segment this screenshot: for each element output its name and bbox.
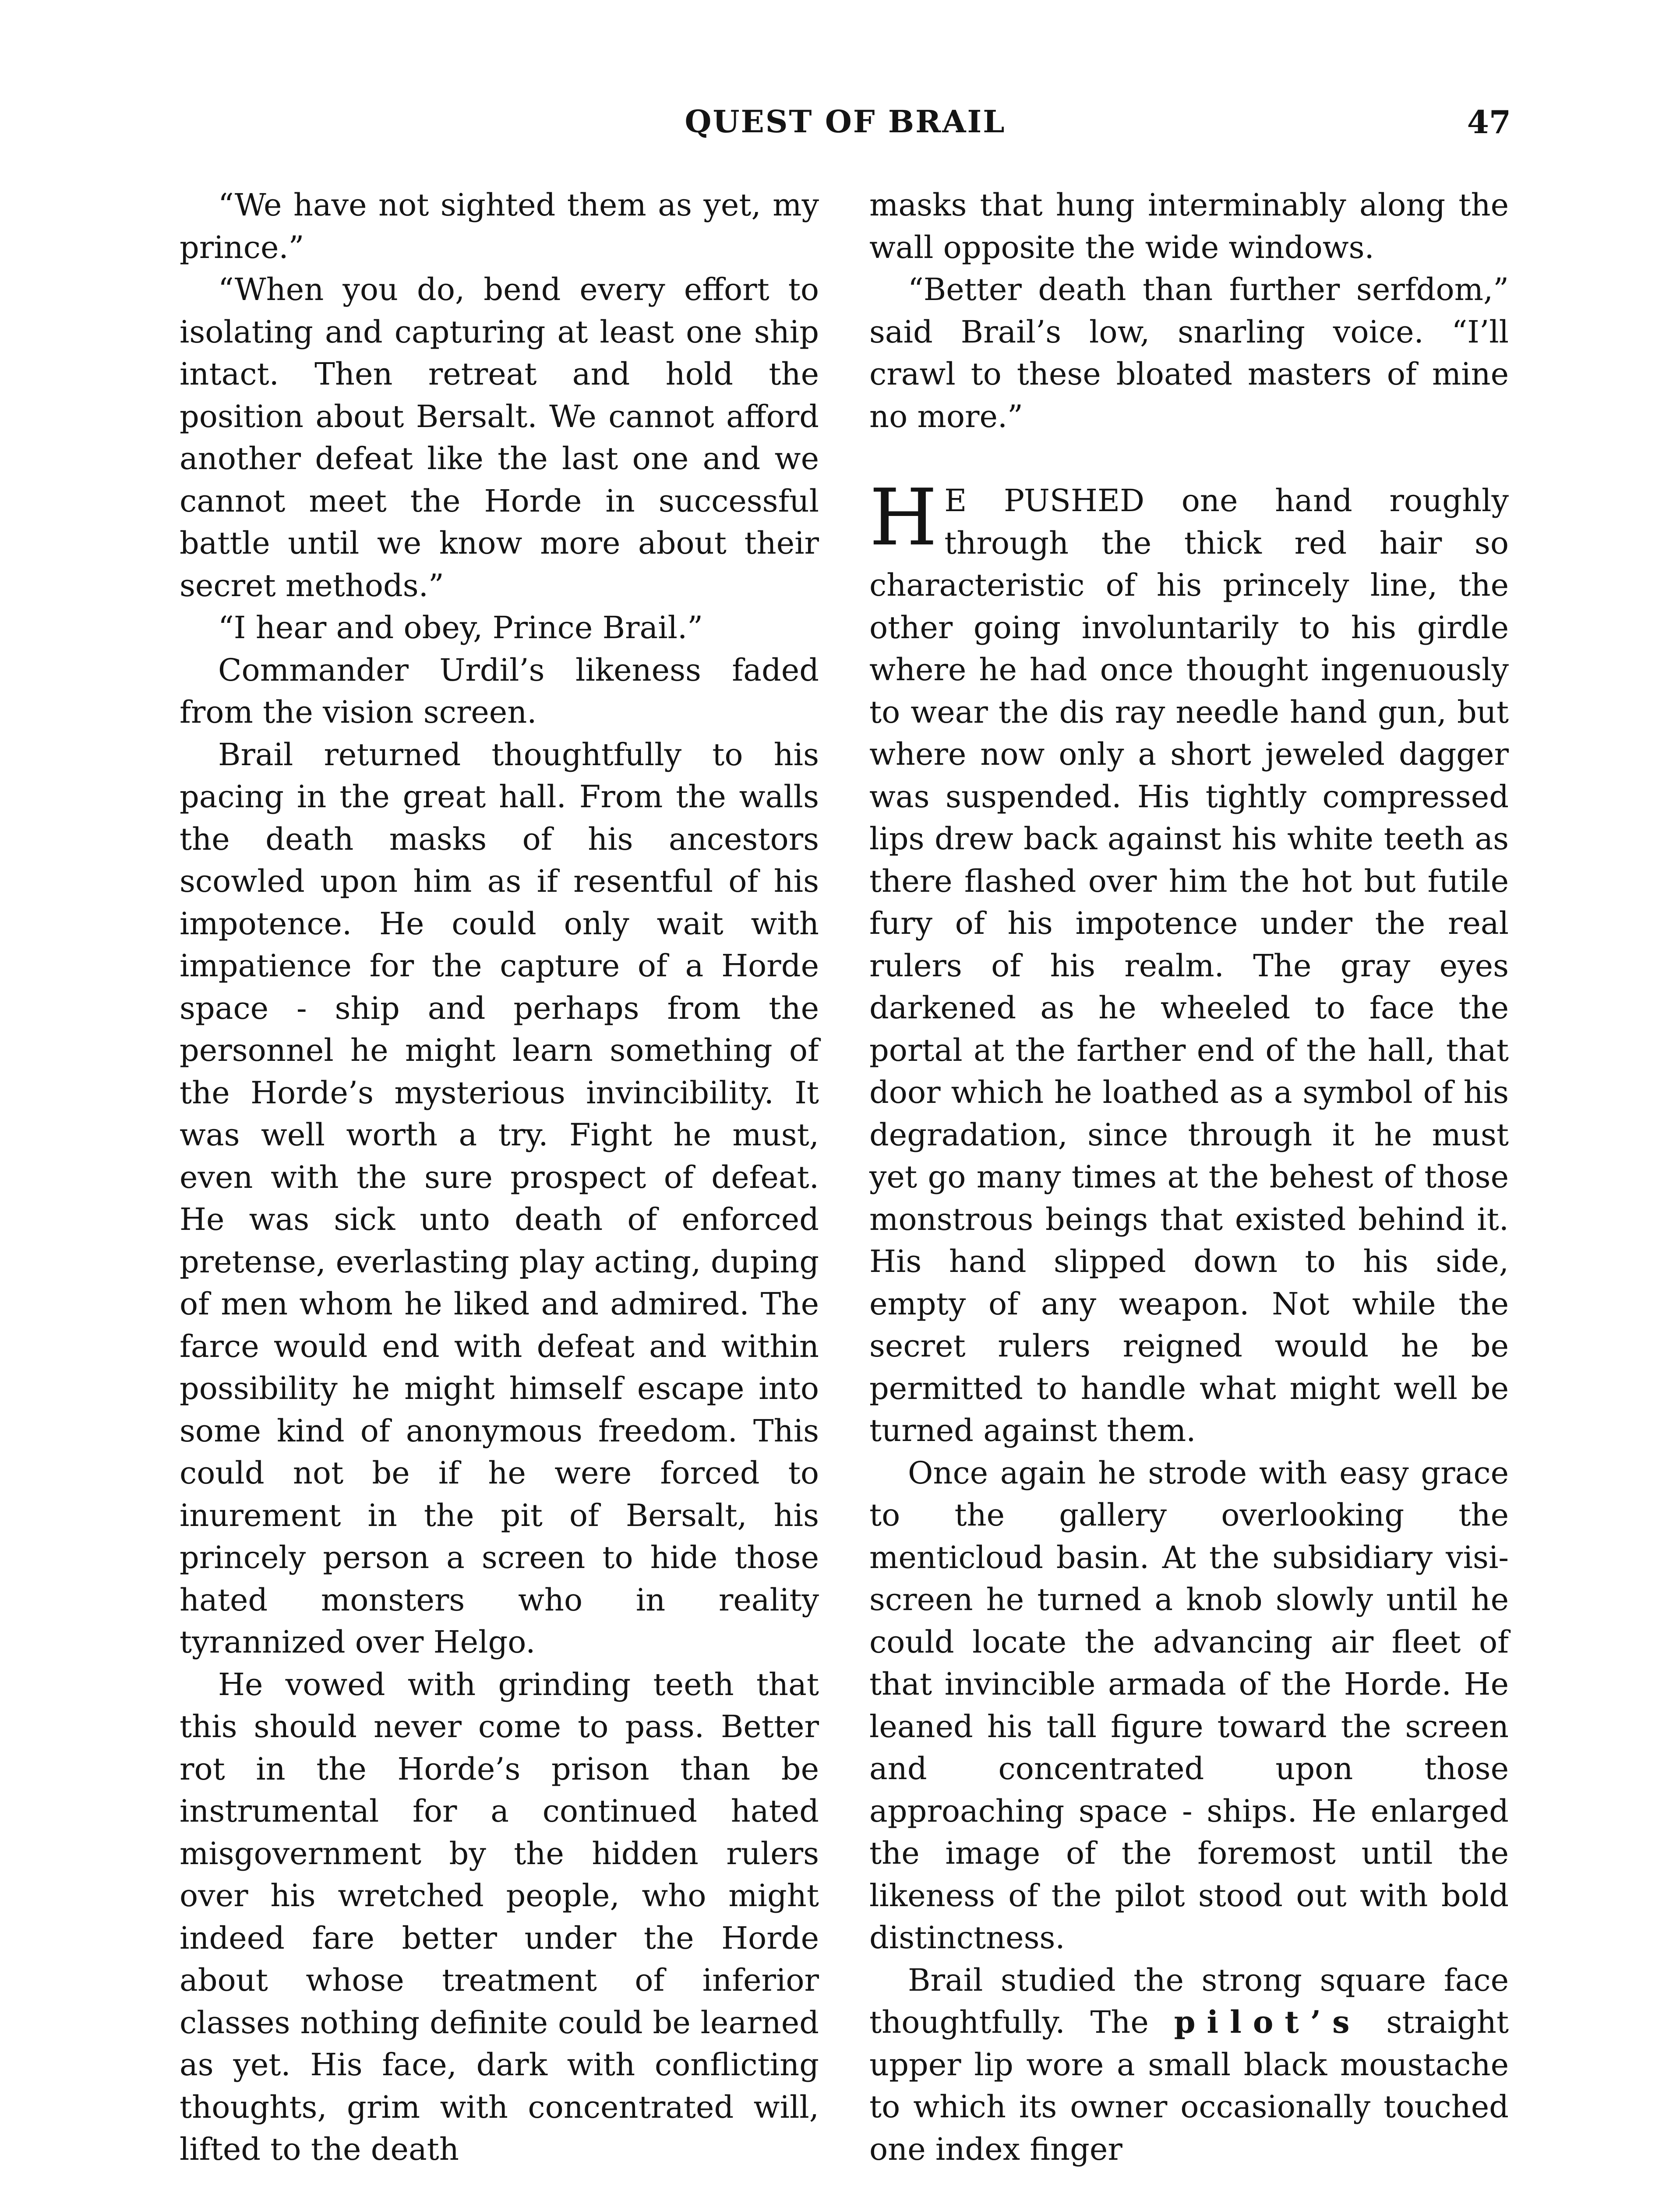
left-column xyxy=(180,184,819,2171)
paragraph: masks that hung interminably along the wall opposite the wide windows. xyxy=(869,187,1509,265)
right-column xyxy=(869,184,1509,2170)
paragraph: “I hear and obey, Prince Brail.” xyxy=(218,610,703,646)
paragraph xyxy=(869,1959,1509,2171)
letterspaced-word: pilot’s xyxy=(1174,2004,1361,2040)
paragraph-text: Brail studied the strong square face thoughtfully. The xyxy=(869,1962,1509,2040)
paragraph-text: one hand roughly through the thick red hair so characteristic of his princely line, the other going involuntarily to his girdle where he had once thought ingenuously to wear the dis ray needle hand gun, but where now only a short jeweled dagger was suspended. His tightly compressed lips drew back against his white teeth as there flashed over him the hot but futile fury of his impotence under the real rulers of his realm. The gray eyes darkened as he wheeled to face the portal at the farther end of the hall, that door which he loathed as a symbol of his degradation, since through it he must yet go many times at the behest of those monstrous beings that existed behind it. His hand slipped down to his side, empty of any weapon. Not while the secret rulers reigned would he be permitted to handle what might well be turned against them. xyxy=(869,483,1509,1448)
paragraph: “When you do, bend every effort to isolating and capturing at least one ship intact. Then retreat and hold the position about Bersalt. We cannot afford another defeat like the last one and we cannot meet the Horde in successful battle until we know more about their secret methods.” xyxy=(180,272,819,604)
paragraph: Brail returned thoughtfully to his pacing in the great hall. From the walls the death masks of his ancestors scowled upon him as if resentful of his impotence. He could only wait with impatience for the capture of a Horde space - ship and perhaps from the personnel he might learn something of the Horde’s mysterious invincibility. It was well worth a try. Fight he must, even with the sure prospect of defeat. He was sick unto death of enforced pretense, everlasting play acting, duping of men whom he liked and admired. The farce would end with defeat and within possibility he might himself escape into some kind of anonymous freedom. This could not be if he were forced to inurement in the pit of Bersalt, his princely person a screen to hide those hated monsters who in reality tyrannized over Helgo. xyxy=(180,736,819,1660)
paragraph: “We have not sighted them as yet, my prince.” xyxy=(180,187,819,265)
paragraph: He vowed with grinding teeth that this should never come to pass. Better rot in the Horde’s prison than be instrumental for a continued hated misgovernment by the hidden rulers over his wretched people, who might indeed fare better under the Horde about whose treatment of inferior classes nothing definite could be learned as yet. His face, dark with conflicting thoughts, grim with concentrated will, lifted to the death xyxy=(180,1666,819,2167)
paragraph: Once again he strode with easy grace to the gallery overlooking the menticloud basin. At the subsidiary visi-screen he turned a knob slowly until he could locate the advancing air fleet of that invincible armada of the Horde. He leaned his tall figure toward the screen and concentrated upon those approaching space - ships. He enlarged the image of the foremost until the likeness of the pilot stood out with bold distinctness. xyxy=(869,1455,1509,1956)
paragraph: “Better death than further serfdom,” said Brail’s low, snarling voice. “I’ll crawl to these bloated masters of mine no more.” xyxy=(869,272,1509,434)
page-number: 47 xyxy=(1467,103,1511,141)
section-opening-paragraph xyxy=(869,472,1509,1452)
paragraph-text: straight upper lip wore a small black moustache to which its owner occasionally touched one index finger xyxy=(869,2004,1509,2167)
paragraph: Commander Urdil’s likeness faded from the vision screen. xyxy=(180,652,819,730)
page-header xyxy=(180,103,1511,152)
lead-in-caps: E PUSHED xyxy=(944,483,1145,519)
running-head: QUEST OF BRAIL xyxy=(685,103,1006,140)
drop-cap: H xyxy=(869,472,938,563)
